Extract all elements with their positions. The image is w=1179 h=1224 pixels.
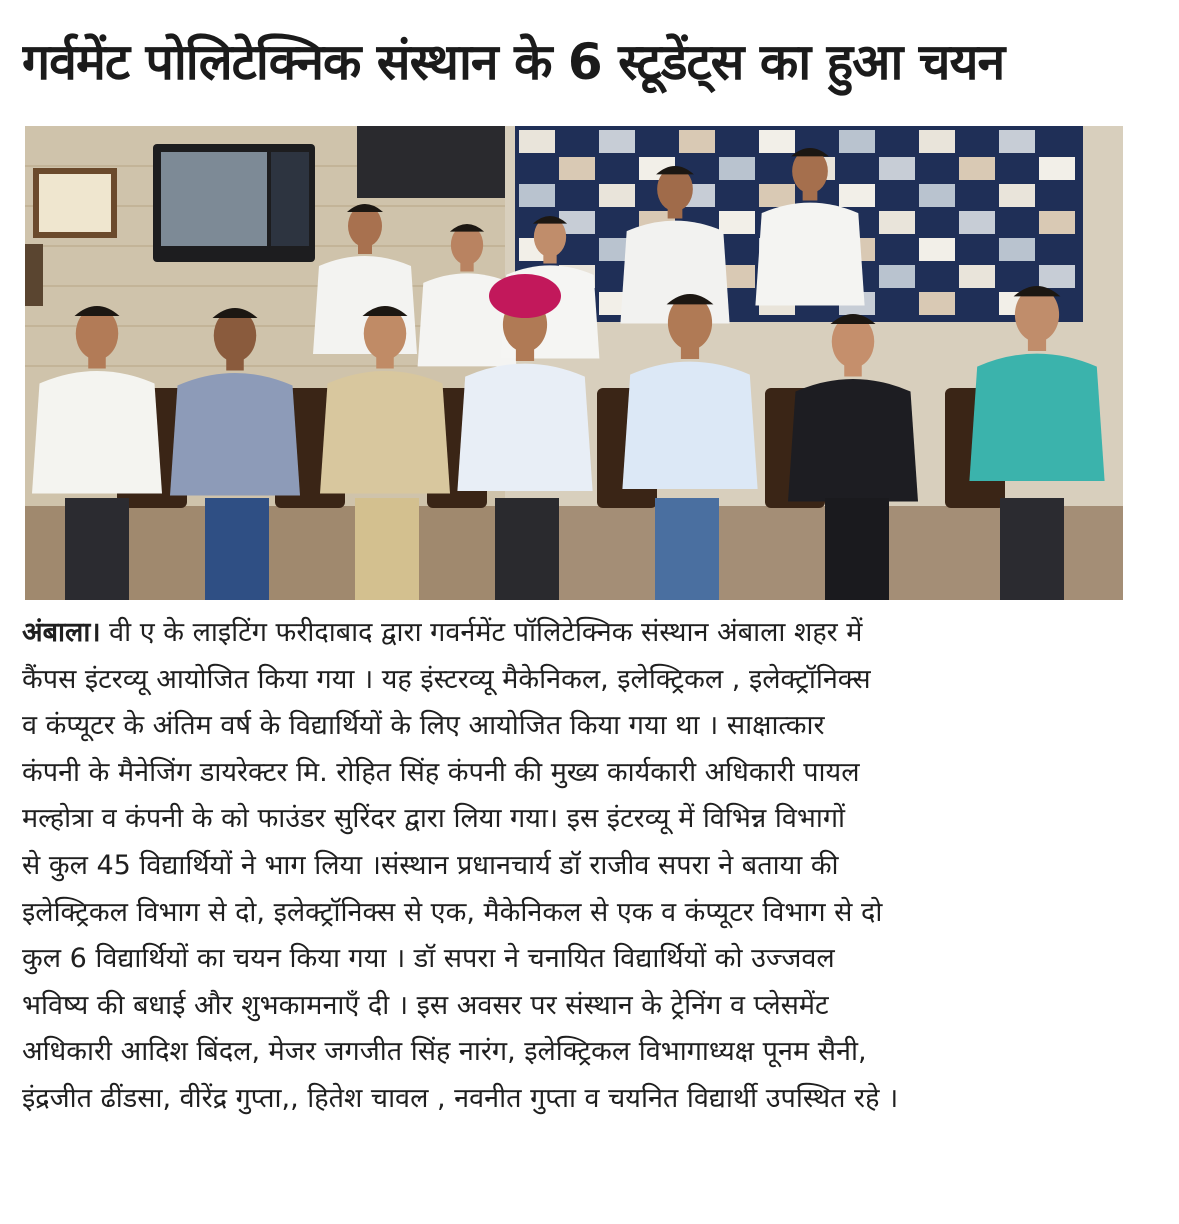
article-line: से कुल 45 विद्यार्थियों ने भाग लिया ।संस्थान प्रधानचार्य डॉ राजीव सपरा ने बताया की bbox=[22, 849, 839, 881]
article-line bbox=[22, 610, 1154, 657]
headline: गर्वमेंट पोलिटेक्निक संस्थान के 6 स्टूडेंट्स का हुआ चयन bbox=[22, 33, 1005, 91]
article-line: अधिकारी आदिश बिंदल, मेजर जगजीत सिंह नारंग, इलेक्ट्रिकल विभागाध्यक्ष पूनम सैनी, bbox=[22, 1036, 867, 1068]
article-line: मल्होत्रा व कंपनी के को फाउंडर सुरिंदर द्वारा लिया गया। इस इंटरव्यू में विभिन्न विभागों bbox=[22, 803, 846, 835]
dateline: अंबाला। bbox=[22, 617, 101, 648]
article-body bbox=[22, 610, 1154, 1123]
article-line: कैंपस इंटरव्यू आयोजित किया गया । यह इंस्टरव्यू मैकेनिकल, इलेक्ट्रिकल , इलेक्ट्रॉनिक्स bbox=[22, 663, 871, 695]
article-line: इलेक्ट्रिकल विभाग से दो, इलेक्ट्रॉनिक्स से एक, मैकेनिकल से एक व कंप्यूटर विभाग से दो bbox=[22, 896, 883, 928]
article-line: भविष्य की बधाई और शुभकामनाएँ दी । इस अवसर पर संस्थान के ट्रेनिंग व प्लेसमेंट bbox=[22, 989, 829, 1021]
article-line: व कंप्यूटर के अंतिम वर्ष के विद्यार्थियों के लिए आयोजित किया गया था । साक्षात्कार bbox=[22, 710, 825, 742]
article-line: इंद्रजीत ढींडसा, वीरेंद्र गुप्ता,, हितेश चावल , नवनीत गुप्ता व चयनित विद्यार्थी उपस्थित रहे । bbox=[22, 1082, 899, 1114]
group-photo-illustration bbox=[25, 126, 1123, 600]
article-line: कुल 6 विद्यार्थियों का चयन किया गया । डॉ सपरा ने चनायित विद्यार्थियों को उज्जवल bbox=[22, 943, 835, 975]
article-first-line-text: वी ए के लाइटिंग फरीदाबाद द्वारा गवर्नमेंट पॉलिटेक्निक संस्थान अंबाला शहर में bbox=[100, 617, 863, 648]
group-photo bbox=[25, 126, 1123, 600]
article-line: कंपनी के मैनेजिंग डायरेक्टर मि. रोहित सिंह कंपनी की मुख्य कार्यकारी अधिकारी पायल bbox=[22, 756, 860, 788]
